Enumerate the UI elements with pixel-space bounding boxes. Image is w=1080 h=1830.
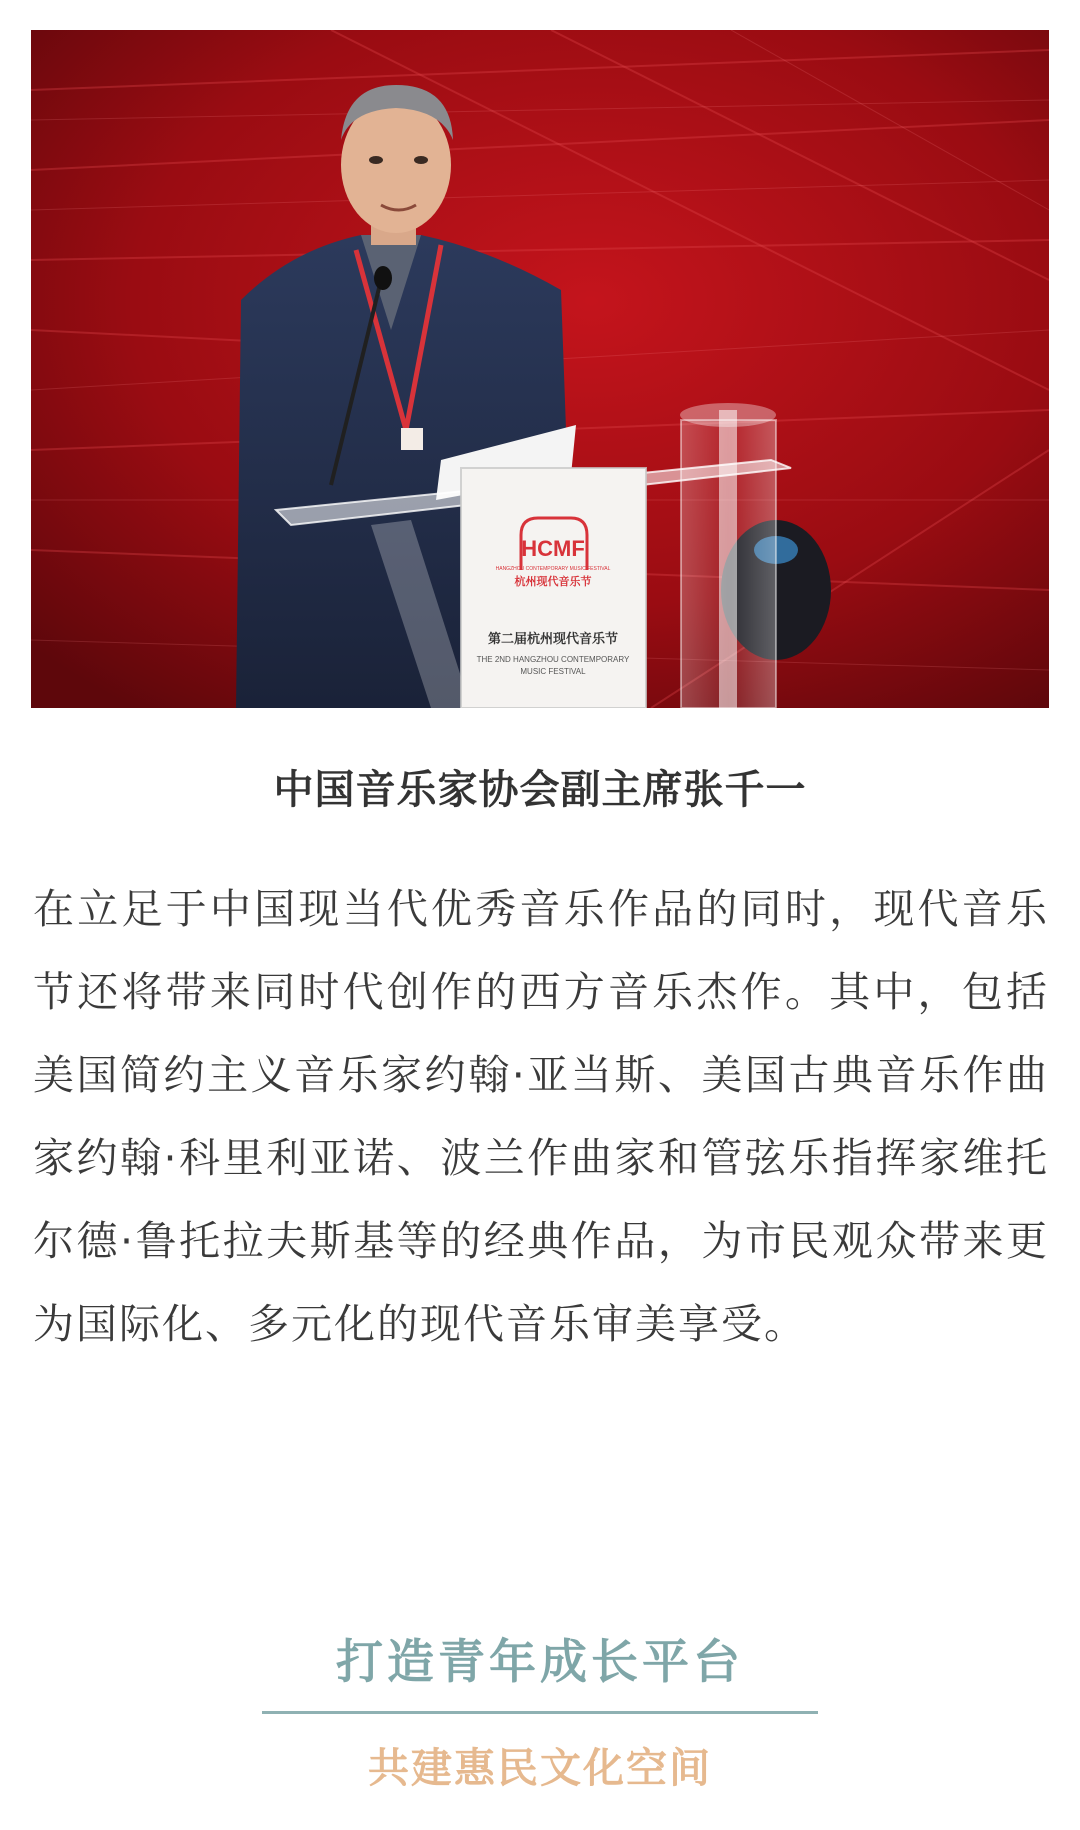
podium-title-en-1: THE 2ND HANGZHOU CONTEMPORARY — [476, 655, 630, 664]
podium-title-en-2: MUSIC FESTIVAL — [520, 667, 586, 676]
podium-title-cn: 第二届杭州现代音乐节 — [487, 632, 619, 647]
body-paragraph: 在立足于中国现当代优秀音乐作品的同时，现代音乐节还将带来同时代创作的西方音乐杰作。其中，包括美国简约主义音乐家约翰·亚当斯、美国古典音乐作曲家约翰·科里利亚诺、波兰作曲家和管弦乐指挥家维托尔德·鲁托拉夫斯基等的经典作品，为市民观众带来更为国际化、多元化的现代音乐审美享受。 — [33, 885, 1049, 1348]
section-subheading: 共建惠民文化空间 — [368, 1744, 712, 1792]
photo-caption: 中国音乐家协会副主席张千一 — [273, 767, 807, 813]
section-divider — [262, 1711, 818, 1714]
speaker-photo — [31, 30, 1049, 708]
podium-festival-cn: 杭州现代音乐节 — [514, 575, 592, 588]
podium-logo: HCMF — [521, 536, 585, 561]
section-heading: 打造青年成长平台 — [336, 1635, 744, 1690]
podium-logo-small: HANGZHOU CONTEMPORARY MUSIC FESTIVAL — [495, 566, 611, 572]
